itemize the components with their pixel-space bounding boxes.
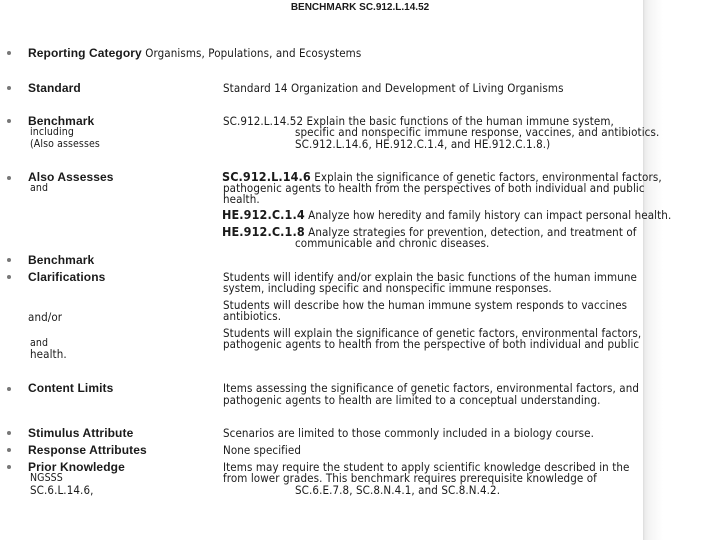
also-assesses-text-1: Explain the significance of genetic factors, environmental factors, — [314, 170, 662, 184]
benchmark-sub-including: including — [30, 126, 74, 138]
also-assesses-sub: and — [30, 182, 49, 194]
prior-sub-code: SC.6.L.14.6, — [30, 483, 94, 497]
clarifications-label-2: Clarifications — [28, 270, 106, 284]
also-assesses-text-3: Analyze strategies for prevention, detection, and treatment of — [308, 225, 637, 239]
bullet — [7, 119, 11, 123]
page-title: BENCHMARK SC.912.L.14.52 — [290, 2, 430, 13]
also-assesses-item-2 — [222, 209, 671, 221]
reporting-category-row — [28, 47, 361, 59]
prior-line-1: Items may require the student to apply scientific knowledge described in the — [223, 460, 630, 474]
benchmark-sub-also: (Also assesses — [30, 138, 100, 150]
bullet — [7, 86, 11, 90]
also-assesses-code-1: SC.912.L.14.6 — [222, 169, 311, 184]
clarification-3-line-2: pathogenic agents to health from the perspective of both individual and public — [223, 337, 640, 351]
content-limits-line-2: pathogenic agents to health are limited to a conceptual understanding. — [223, 393, 601, 407]
response-value: None specified — [223, 443, 302, 457]
also-assesses-item-3-line-2: communicable and chronic diseases. — [295, 236, 490, 250]
benchmark-label: Benchmark — [28, 114, 95, 128]
also-assesses-code-2: HE.912.C.1.4 — [222, 207, 305, 222]
also-assesses-label: Also Assesses — [28, 170, 114, 184]
clarification-2-line-1: Students will describe how the human immune system responds to vaccines — [223, 298, 628, 312]
bullet — [7, 431, 11, 435]
also-assesses-code-3: HE.912.C.1.8 — [222, 224, 305, 239]
prior-line-3: SC.6.E.7.8, SC.8.N.4.1, and SC.8.N.4.2. — [295, 483, 501, 497]
reporting-category-value: Organisms, Populations, and Ecosystems — [145, 46, 362, 60]
also-assesses-item-1-line-3: health. — [223, 192, 260, 206]
bullet — [7, 465, 11, 469]
benchmark-line-2: specific and nonspecific immune response, vaccines, and antibiotics. — [295, 125, 660, 139]
stimulus-value: Scenarios are limited to those commonly included in a biology course. — [223, 426, 595, 440]
clarifications-sub-and: and — [30, 337, 49, 349]
also-assesses-text-2: Analyze how heredity and family history can impact personal health. — [308, 208, 672, 222]
bullet — [7, 275, 11, 279]
bullet — [7, 258, 11, 262]
standard-label: Standard — [28, 81, 81, 95]
clarification-3-line-1: Students will explain the significance of genetic factors, environmental factors, — [223, 326, 642, 340]
benchmark-line-3: SC.912.L.14.6, HE.912.C.1.4, and HE.912.C.1.8.) — [295, 137, 551, 151]
clarification-1-line-1: Students will identify and/or explain the basic functions of the human immune — [223, 270, 637, 284]
bullet — [7, 176, 11, 180]
bullet — [7, 387, 11, 391]
prior-knowledge-label: Prior Knowledge — [28, 460, 125, 474]
benchmark-line-1: SC.912.L.14.52 Explain the basic functions of the human immune system, — [223, 114, 614, 128]
clarifications-sub-andor: and/or — [28, 310, 63, 324]
clarifications-sub-health: health. — [30, 347, 67, 361]
reporting-category-label: Reporting Category — [28, 46, 142, 60]
clarification-1-line-2: system, including specific and nonspecific immune responses. — [223, 281, 552, 295]
clarifications-label-1: Benchmark — [28, 253, 95, 267]
prior-sub-ngsss: NGSSS — [30, 472, 63, 484]
content-limits-line-1: Items assessing the significance of genetic factors, environmental factors, and — [223, 381, 640, 395]
prior-line-2: from lower grades. This benchmark requires prerequisite knowledge of — [223, 471, 597, 485]
right-edge-shade — [643, 0, 720, 540]
stimulus-label: Stimulus Attribute — [28, 426, 134, 440]
bullet — [7, 51, 11, 55]
also-assesses-item-1-line-2: pathogenic agents to health from the perspectives of both individual and public — [223, 181, 645, 195]
standard-value: Standard 14 Organization and Development of Living Organisms — [223, 81, 564, 95]
content-limits-label: Content Limits — [28, 381, 114, 395]
response-label: Response Attributes — [28, 443, 147, 457]
bullet — [7, 448, 11, 452]
clarification-2-line-2: antibiotics. — [223, 309, 282, 323]
